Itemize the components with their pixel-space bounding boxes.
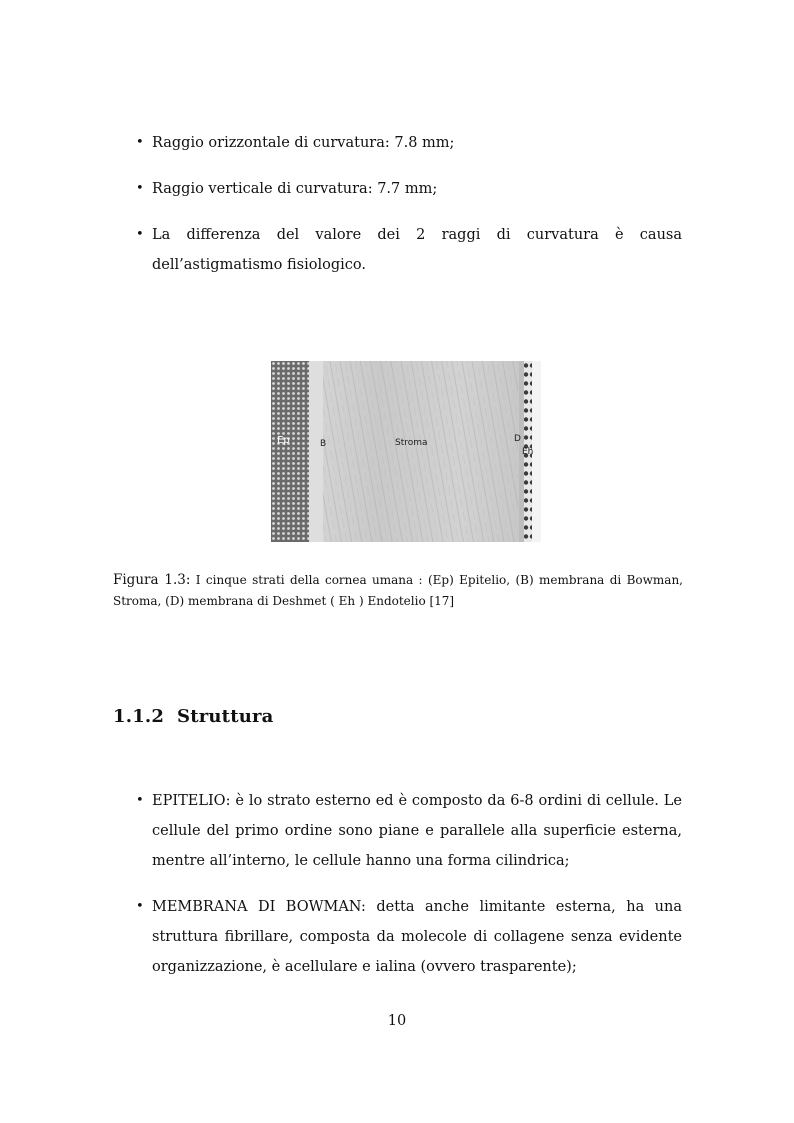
bullet-icon: • bbox=[136, 135, 144, 150]
bullet-icon: • bbox=[136, 793, 144, 808]
list-item bbox=[136, 786, 682, 876]
list-item bbox=[136, 220, 682, 280]
list-item bbox=[136, 892, 682, 982]
list-item-text: MEMBRANA DI BOWMAN: detta anche limitante esterna, ha una struttura fibrillare, composta da molecole di collagene senza evidente organizzazione, è acellulare e ialina (ovvero trasparente); bbox=[152, 899, 682, 975]
list-item-text: Raggio orizzontale di curvatura: 7.8 mm; bbox=[152, 135, 455, 151]
list-item-text: Raggio verticale di curvatura: 7.7 mm; bbox=[152, 181, 438, 197]
label-ep: Ep bbox=[277, 435, 290, 446]
bullet-icon: • bbox=[136, 227, 144, 242]
caption-label: Figura 1.3: bbox=[113, 572, 191, 588]
page-number: 10 bbox=[387, 1013, 407, 1029]
stroma-fibers bbox=[323, 361, 518, 542]
label-eh: Eh bbox=[522, 447, 534, 457]
bullet-icon: • bbox=[136, 899, 144, 914]
label-d: D bbox=[514, 434, 521, 444]
section-heading bbox=[113, 706, 274, 727]
cornea-micrograph bbox=[271, 361, 541, 542]
bowman-layer bbox=[309, 361, 323, 542]
structure-bullet-list bbox=[136, 786, 682, 998]
curvature-bullet-list bbox=[136, 128, 682, 296]
list-item bbox=[136, 174, 682, 204]
label-stroma: Stroma bbox=[395, 438, 428, 448]
caption-text: I cinque strati della cornea umana : (Ep) Epitelio, (B) membrana di Bowman, Stroma, (D) membrana di Deshmet ( Eh ) Endotelio [17] bbox=[113, 573, 683, 608]
list-item-text: EPITELIO: è lo strato esterno ed è composto da 6-8 ordini di cellule. Le cellule del primo ordine sono piane e parallele alla superficie esterna, mentre all’interno, le cellule hanno una forma cilindrica; bbox=[152, 793, 682, 869]
section-title: Struttura bbox=[177, 706, 274, 727]
label-b: B bbox=[320, 439, 327, 449]
list-item bbox=[136, 128, 682, 158]
list-item-text: La differenza del valore dei 2 raggi di curvatura è causa dell’astigmatismo fisiologico. bbox=[152, 227, 682, 273]
bullet-icon: • bbox=[136, 181, 144, 196]
figure-caption bbox=[113, 570, 683, 612]
epithelium-layer bbox=[271, 361, 309, 542]
cornea-figure bbox=[271, 361, 541, 542]
section-number: 1.1.2 bbox=[113, 706, 165, 727]
